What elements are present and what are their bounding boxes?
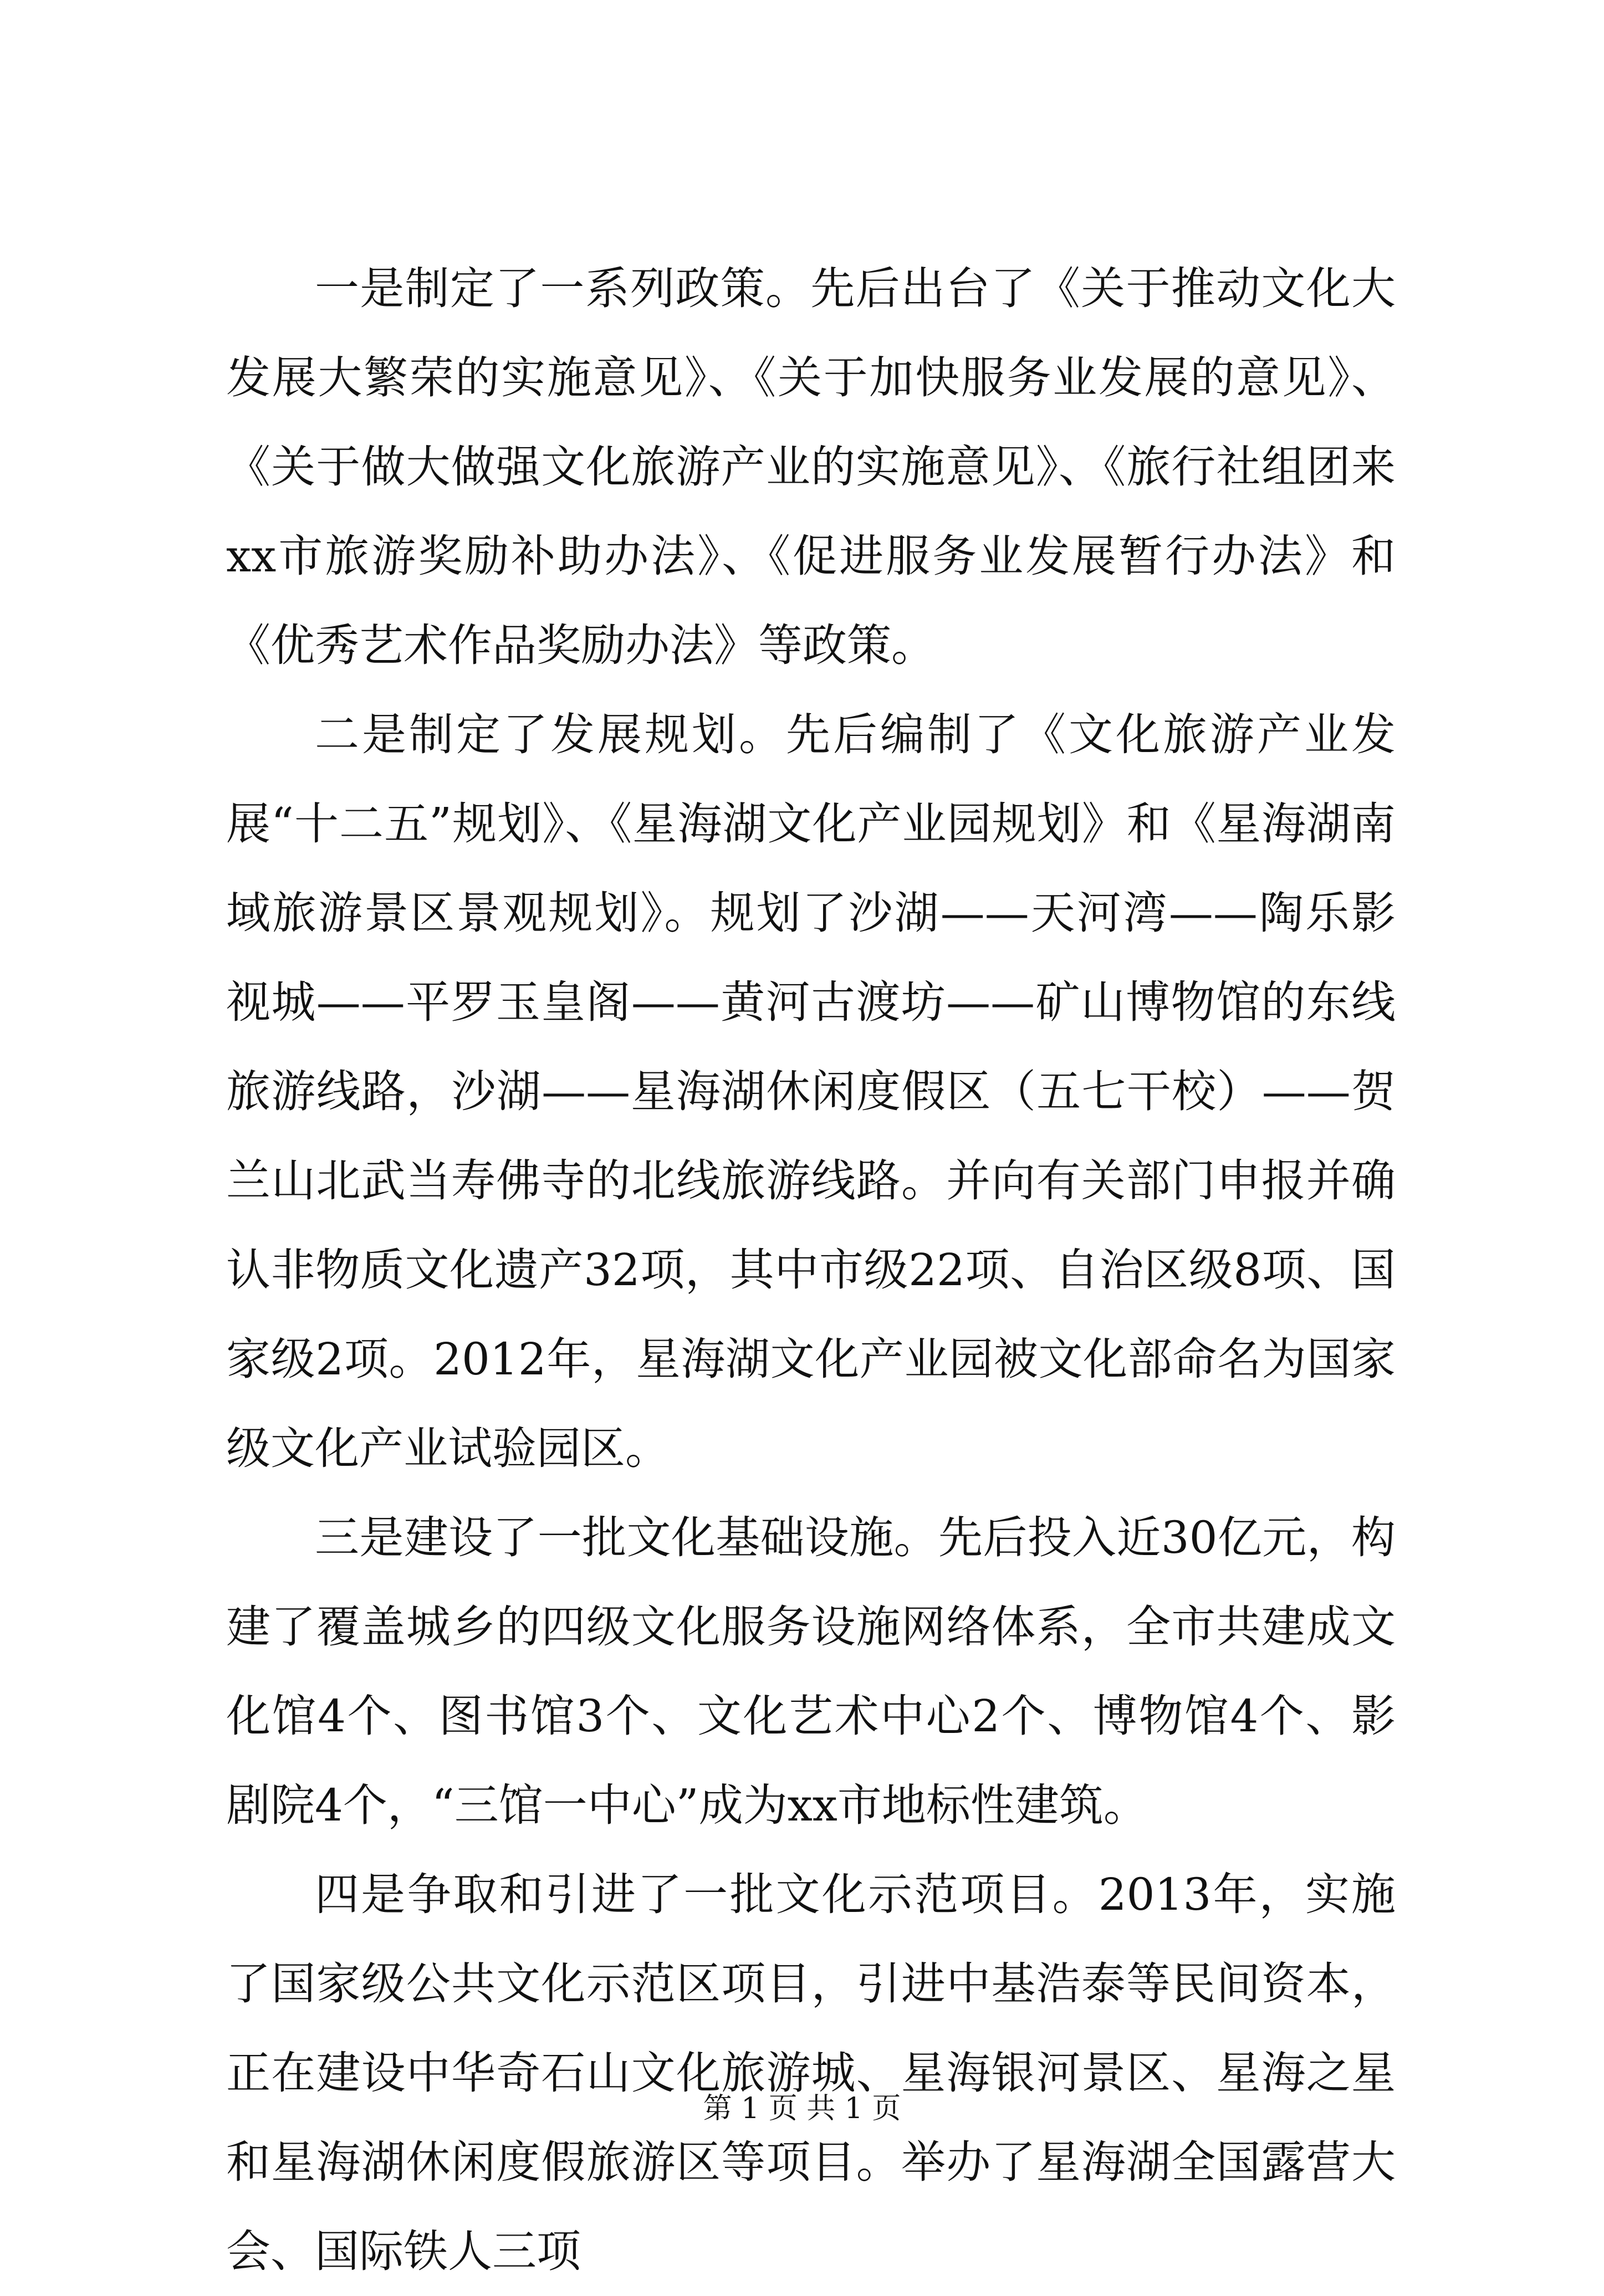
paragraph-demonstration-projects: 四是争取和引进了一批文化示范项目。2013年，实施了国家级公共文化示范区项目，引进中基浩泰等民间资本，正在建设中华奇石山文化旅游城、星海银河景区、星海之星和星海湖休闲度假旅游区等项目。举办了星海湖全国露营大会、国际铁人三项	[226, 1869, 1396, 2277]
document-body	[226, 244, 1396, 2296]
page-footer: 第 1 页 共 1 页	[703, 2092, 901, 2125]
paragraph-infrastructure: 三是建设了一批文化基础设施。先后投入近30亿元，构建了覆盖城乡的四级文化服务设施网络体系，全市共建成文化馆4个、图书馆3个、文化艺术中心2个、博物馆4个、影剧院4个，“三馆一中心”成为xx市地标性建筑。	[226, 1512, 1396, 1831]
paragraph-planning: 二是制定了发展规划。先后编制了《文化旅游产业发展“十二五”规划》、《星海湖文化产业园规划》和《星海湖南域旅游景区景观规划》。规划了沙湖——天河湾——陶乐影视城——平罗玉皇阁——黄河古渡坊——矿山博物馆的东线旅游线路，沙湖——星海湖休闲度假区（五七干校）——贺兰山北武当寿佛寺的北线旅游线路。并向有关部门申报并确认非物质文化遗产32项，其中市级22项、自治区级8项、国家级2项。2012年，星海湖文化产业园被文化部命名为国家级文化产业试验园区。	[226, 709, 1396, 1474]
paragraph-policies: 一是制定了一系列政策。先后出台了《关于推动文化大发展大繁荣的实施意见》、《关于加快服务业发展的意见》、《关于做大做强文化旅游产业的实施意见》、《旅行社组团来xx市旅游奖励补助办法》、《促进服务业发展暂行办法》和《优秀艺术作品奖励办法》等政策。	[226, 263, 1396, 671]
